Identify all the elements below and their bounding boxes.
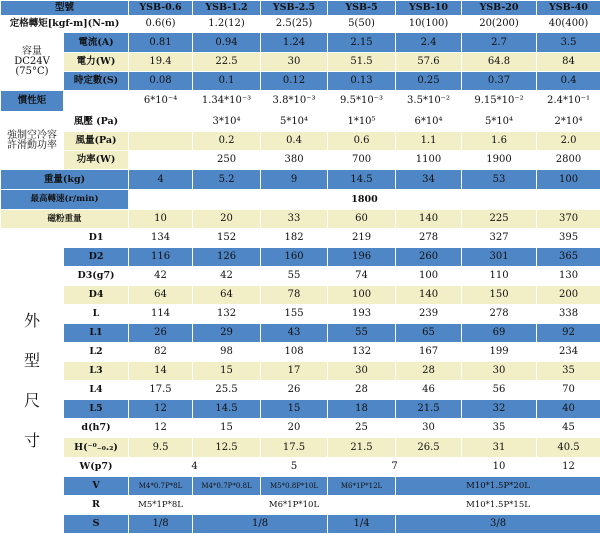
cooling-power-value: 250: [193, 151, 261, 170]
dimension-value: 15: [193, 362, 261, 381]
dimension-value: 160: [261, 248, 328, 267]
time-const-value: 0.12: [261, 72, 328, 91]
dimension-value: 167: [396, 343, 462, 362]
time-const-label: 時定數(S): [64, 72, 129, 91]
torque-value: 40(400): [537, 16, 600, 33]
dimension-value: 29: [193, 324, 261, 343]
dimension-value: 134: [129, 229, 193, 248]
weight-value: 4: [129, 170, 193, 190]
dimension-value: 92: [537, 324, 600, 343]
dimension-value: 26.5: [396, 438, 462, 458]
dimension-value: 42: [129, 267, 193, 286]
dimension-value: 116: [129, 248, 193, 267]
powder-value: 140: [396, 210, 462, 229]
max-speed-row: [1, 190, 600, 210]
v-value: M6*1P*12L: [328, 477, 396, 496]
torque-value: 0.6(6): [129, 16, 193, 33]
dimension-row: [1, 438, 600, 458]
dimension-value: 130: [537, 267, 600, 286]
wp7-value: 5: [261, 458, 328, 477]
dimension-value: 26: [261, 381, 328, 400]
current-row: [1, 33, 600, 53]
dimension-value: 55: [261, 267, 328, 286]
dimension-value: 152: [193, 229, 261, 248]
torque-label: 定格轉矩[kgf-m](N-m): [1, 16, 129, 33]
dimension-value: 17.5: [261, 438, 328, 458]
dimension-row: [1, 248, 600, 267]
dimensions-char: 尺: [24, 381, 40, 421]
dimension-value: 278: [462, 305, 537, 324]
inertia-label: 慣性矩: [1, 91, 64, 112]
model-name: YSB-20: [462, 1, 537, 16]
dimension-value: 182: [261, 229, 328, 248]
dimension-value: 28: [328, 381, 396, 400]
dimension-value: 78: [261, 286, 328, 305]
time-const-value: 0.13: [328, 72, 396, 91]
torque-value: 10(100): [396, 16, 462, 33]
v-label: V: [64, 477, 129, 496]
pressure-value: 6*10⁴: [396, 112, 462, 132]
powder-value: 60: [328, 210, 396, 229]
model-name: YSB-10: [396, 1, 462, 16]
power-row: [1, 53, 600, 72]
inertia-value: 9.5*10⁻³: [328, 91, 396, 112]
r-row: [1, 496, 600, 515]
dimension-value: 12.5: [193, 438, 261, 458]
airflow-value: 1.1: [396, 132, 462, 151]
torque-value: 1.2(12): [193, 16, 261, 33]
power-value: 84: [537, 53, 600, 72]
wp7-value: 7: [328, 458, 462, 477]
dimension-value: 100: [328, 286, 396, 305]
torque-row: [1, 16, 600, 33]
current-value: 2.15: [328, 33, 396, 53]
dimensions-char: 外: [24, 301, 40, 341]
airflow-value: 0.4: [261, 132, 328, 151]
dimension-value: 114: [129, 305, 193, 324]
cooling-power-value: 1900: [462, 151, 537, 170]
inertia-value: 2.4*10⁻¹: [537, 91, 600, 112]
dimension-label: L3: [64, 362, 129, 381]
max-speed-value: 1800: [129, 190, 600, 210]
dimension-value: 15: [193, 419, 261, 438]
dimensions-char: 寸: [24, 421, 40, 461]
r-value: M6*1P*10L: [193, 496, 396, 515]
airflow-value: 1.6: [462, 132, 537, 151]
current-value: 0.81: [129, 33, 193, 53]
dimension-value: 26: [129, 324, 193, 343]
dimension-value: 82: [129, 343, 193, 362]
airflow-value: 0.2: [193, 132, 261, 151]
dimension-row: [1, 267, 600, 286]
powder-label: 磁粉重量: [1, 210, 129, 229]
dimension-value: 196: [328, 248, 396, 267]
time-const-value: 0.37: [462, 72, 537, 91]
pressure-value: 1*10⁵: [328, 112, 396, 132]
dimension-value: 17: [261, 362, 328, 381]
dimension-row: [1, 324, 600, 343]
weight-value: 9: [261, 170, 328, 190]
dimension-value: 132: [193, 305, 261, 324]
dimension-value: 150: [462, 286, 537, 305]
weight-value: 5.2: [193, 170, 261, 190]
dimension-row: [1, 305, 600, 324]
dimension-value: 55: [328, 324, 396, 343]
dimension-label: D2: [64, 248, 129, 267]
dimension-label: d(h7): [64, 419, 129, 438]
dimension-value: 9.5: [129, 438, 193, 458]
weight-row: [1, 170, 600, 190]
weight-value: 14.5: [328, 170, 396, 190]
dimension-row: [1, 381, 600, 400]
dimension-value: 12: [129, 400, 193, 419]
dimension-value: 260: [396, 248, 462, 267]
weight-value: 53: [462, 170, 537, 190]
time-const-row: [1, 72, 600, 91]
dimension-value: 35: [462, 419, 537, 438]
s-label: S: [64, 515, 129, 534]
wp7-label: W(p7): [64, 458, 129, 477]
dimension-value: 126: [193, 248, 261, 267]
current-value: 2.4: [396, 33, 462, 53]
airflow-value: [129, 132, 193, 151]
dimension-value: 74: [328, 267, 396, 286]
cooling-power-row: [1, 151, 600, 170]
dimension-value: 14: [129, 362, 193, 381]
dimension-value: 30: [328, 362, 396, 381]
dimension-value: 43: [261, 324, 328, 343]
v-value: M10*1.5P*20L: [396, 477, 600, 496]
dimension-value: 35: [537, 362, 600, 381]
dimension-value: 193: [328, 305, 396, 324]
pressure-label: 風壓 (Pa): [64, 112, 129, 132]
time-const-value: 0.1: [193, 72, 261, 91]
torque-value: 2.5(25): [261, 16, 328, 33]
powder-value: 370: [537, 210, 600, 229]
dimension-value: 64: [193, 286, 261, 305]
dimension-value: 69: [462, 324, 537, 343]
inertia-value: 6*10⁻⁴: [129, 91, 193, 112]
inertia-value: 3.8*10⁻³: [261, 91, 328, 112]
pressure-row: [1, 112, 600, 132]
powder-value: 33: [261, 210, 328, 229]
dimension-value: 100: [396, 267, 462, 286]
s-value: 1/4: [328, 515, 396, 534]
r-value: M10*1.5P*15L: [396, 496, 600, 515]
pressure-value: 5*10⁴: [261, 112, 328, 132]
wp7-value: 10: [462, 458, 537, 477]
current-value: 3.5: [537, 33, 600, 53]
airflow-value: 2.0: [537, 132, 600, 151]
capacity-group: [1, 33, 64, 91]
dimension-value: 40: [537, 400, 600, 419]
powder-value: 10: [129, 210, 193, 229]
airflow-row: [1, 132, 600, 151]
dimension-value: 42: [193, 267, 261, 286]
cooling-power-value: 380: [261, 151, 328, 170]
model-name: YSB-5: [328, 1, 396, 16]
dimension-value: 140: [396, 286, 462, 305]
cooling-power-value: 1100: [396, 151, 462, 170]
dimension-value: 25.5: [193, 381, 261, 400]
pressure-value: 5*10⁴: [462, 112, 537, 132]
airflow-value: 0.6: [328, 132, 396, 151]
v-row: [1, 477, 600, 496]
power-value: 64.8: [462, 53, 537, 72]
time-const-value: 0.4: [537, 72, 600, 91]
wp7-value: 12: [537, 458, 600, 477]
dimension-value: 239: [396, 305, 462, 324]
dimension-row: [1, 400, 600, 419]
dimension-value: 65: [396, 324, 462, 343]
dimension-value: 234: [537, 343, 600, 362]
cooling-power-value: 700: [328, 151, 396, 170]
airflow-label: 風量(Pa): [64, 132, 129, 151]
cooling-power-value: [129, 151, 193, 170]
dimension-value: 132: [328, 343, 396, 362]
dimension-value: 25: [328, 419, 396, 438]
inertia-spacer: [64, 91, 129, 112]
dimension-label: D4: [64, 286, 129, 305]
model-name: YSB-2.5: [261, 1, 328, 16]
current-value: 2.7: [462, 33, 537, 53]
dimension-value: 70: [537, 381, 600, 400]
dimension-value: 30: [462, 362, 537, 381]
powder-row: [1, 210, 600, 229]
inertia-value: 9.15*10⁻²: [462, 91, 537, 112]
dimension-label: D1: [64, 229, 129, 248]
dimension-value: 28: [396, 362, 462, 381]
dimension-label: D3(g7): [64, 267, 129, 286]
powder-value: 225: [462, 210, 537, 229]
dimension-row: [1, 362, 600, 381]
cooling-power-value: 2800: [537, 151, 600, 170]
time-const-value: 0.25: [396, 72, 462, 91]
s-row: [1, 515, 600, 534]
dimension-value: 40.5: [537, 438, 600, 458]
capacity-temp: (75°C): [15, 67, 48, 77]
header-row: [1, 1, 600, 16]
model-name: YSB-40: [537, 1, 600, 16]
dimension-value: 301: [462, 248, 537, 267]
dimension-value: 46: [396, 381, 462, 400]
dimension-value: 30: [396, 419, 462, 438]
power-value: 57.6: [396, 53, 462, 72]
current-value: 0.94: [193, 33, 261, 53]
power-value: 30: [261, 53, 328, 72]
dimension-row: [1, 419, 600, 438]
power-value: 51.5: [328, 53, 396, 72]
dimension-value: 64: [129, 286, 193, 305]
model-name: YSB-1.2: [193, 1, 261, 16]
inertia-value: 3.5*10⁻²: [396, 91, 462, 112]
inertia-value: 1.34*10⁻³: [193, 91, 261, 112]
inertia-row: [1, 91, 600, 112]
pressure-value: 2*10⁴: [537, 112, 600, 132]
model-name: YSB-0.6: [129, 1, 193, 16]
model-label: 型號: [1, 1, 129, 16]
power-value: 22.5: [193, 53, 261, 72]
dimension-value: 327: [462, 229, 537, 248]
dimensions-char: 型: [24, 341, 40, 381]
v-value: M4*0.7P*0.8L: [193, 477, 261, 496]
dimension-value: 338: [537, 305, 600, 324]
dimension-value: 17.5: [129, 381, 193, 400]
max-speed-label: 最高轉速(r/min): [1, 190, 129, 210]
cooling-power-label: 功率(W): [64, 151, 129, 170]
dimension-label: H(⁻⁰₋₀.₂): [64, 438, 129, 458]
pressure-value: 3*10⁴: [193, 112, 261, 132]
capacity-voltage: DC24V: [14, 57, 50, 67]
dimension-value: 110: [462, 267, 537, 286]
wp7-value: 4: [129, 458, 261, 477]
dimension-value: 199: [462, 343, 537, 362]
cooling-label-1: 強制空冷容: [7, 131, 57, 141]
dimension-value: 14.5: [193, 400, 261, 419]
current-label: 電流(A): [64, 33, 129, 53]
powder-value: 20: [193, 210, 261, 229]
dimension-value: 21.5: [396, 400, 462, 419]
s-value: 1/8: [193, 515, 328, 534]
dimension-value: 365: [537, 248, 600, 267]
weight-value: 100: [537, 170, 600, 190]
dimension-value: 395: [537, 229, 600, 248]
torque-value: 20(200): [462, 16, 537, 33]
cooling-label-2: 許滑動功率: [7, 141, 57, 151]
dimension-label: L: [64, 305, 129, 324]
s-value: 3/8: [396, 515, 600, 534]
dimension-value: 32: [462, 400, 537, 419]
dimension-row: [1, 343, 600, 362]
dimension-value: 31: [462, 438, 537, 458]
r-value: M5*1P*8L: [129, 496, 193, 515]
v-value: M5*0.8P*10L: [261, 477, 328, 496]
dimension-label: L4: [64, 381, 129, 400]
r-label: R: [64, 496, 129, 515]
capacity-label: 容量: [22, 47, 42, 57]
dimension-row: [1, 229, 600, 248]
dimensions-group: [1, 229, 64, 534]
wp7-row: [1, 458, 600, 477]
dimension-value: 200: [537, 286, 600, 305]
v-value: M4*0.7P*8L: [129, 477, 193, 496]
weight-value: 34: [396, 170, 462, 190]
s-value: 1/8: [129, 515, 193, 534]
dimension-value: 15: [261, 400, 328, 419]
dimension-value: 56: [462, 381, 537, 400]
time-const-value: 0.08: [129, 72, 193, 91]
current-value: 1.24: [261, 33, 328, 53]
dimension-value: 278: [396, 229, 462, 248]
cooling-group: [1, 112, 64, 170]
power-label: 電力(W): [64, 53, 129, 72]
dimension-value: 20: [261, 419, 328, 438]
dimension-value: 18: [328, 400, 396, 419]
dimension-value: 155: [261, 305, 328, 324]
dimension-value: 98: [193, 343, 261, 362]
dimension-row: [1, 286, 600, 305]
power-value: 19.4: [129, 53, 193, 72]
pressure-value: [129, 112, 193, 132]
dimension-label: L5: [64, 400, 129, 419]
dimension-value: 219: [328, 229, 396, 248]
weight-label: 重量(kg): [1, 170, 129, 190]
dimension-label: L2: [64, 343, 129, 362]
dimension-value: 108: [261, 343, 328, 362]
dimension-value: 21.5: [328, 438, 396, 458]
dimension-value: 12: [129, 419, 193, 438]
dimension-label: L1: [64, 324, 129, 343]
torque-value: 5(50): [328, 16, 396, 33]
dimension-value: 45: [537, 419, 600, 438]
